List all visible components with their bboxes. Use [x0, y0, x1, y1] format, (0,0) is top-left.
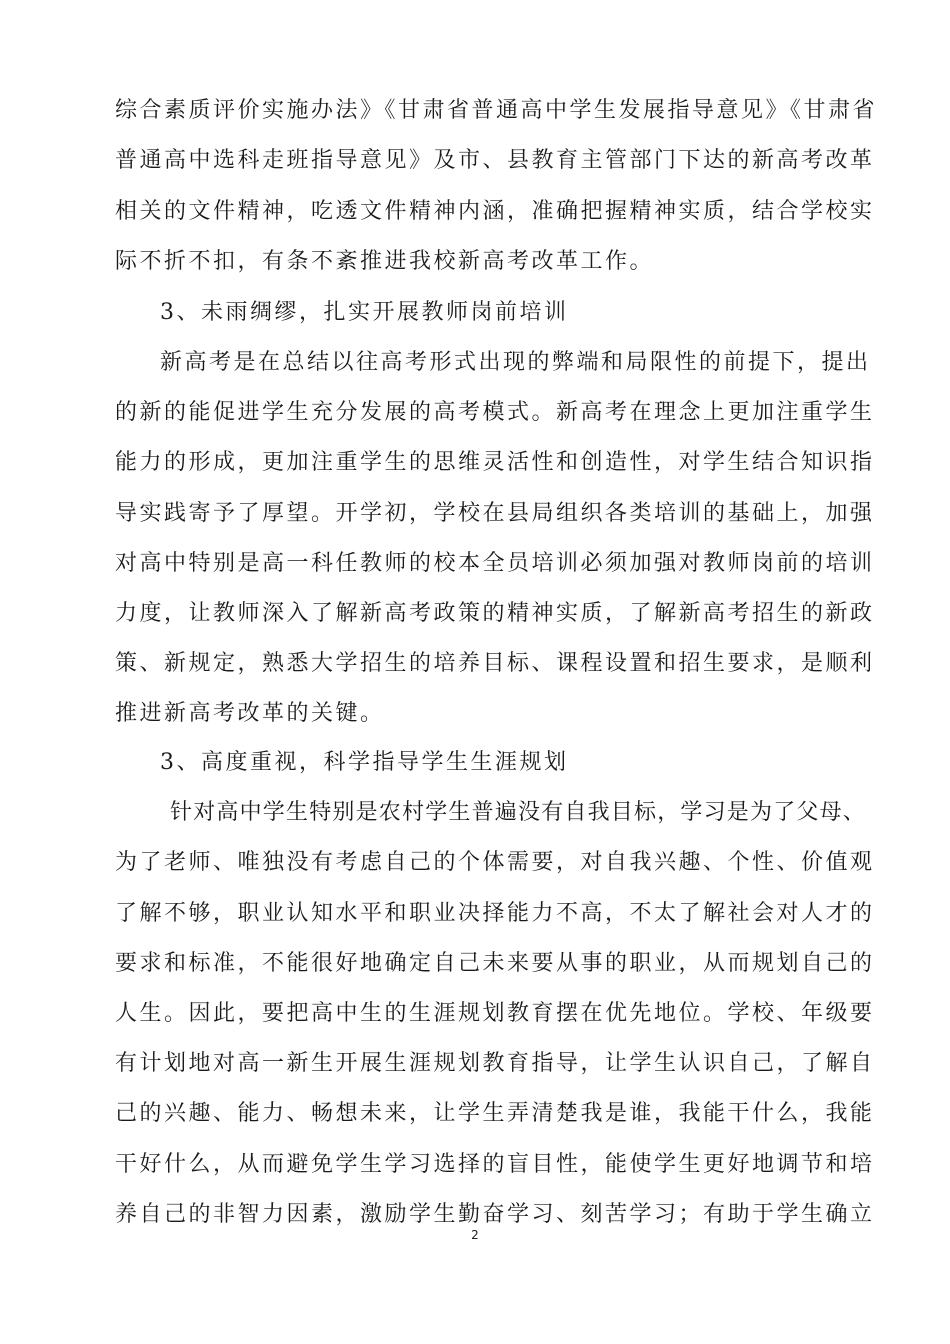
paragraph-3-line-2: 为了老师、唯独没有考虑自己的个体需要，对自我兴趣、个性、价值观 [115, 850, 875, 875]
paragraph-3-line-1: 针对高中学生特别是农村学生普遍没有自我目标，学习是为了父母、 [170, 800, 867, 825]
paragraph-3-line-7: 己的兴趣、能力、畅想未来，让学生弄清楚我是谁，我能干什么，我能 [115, 1101, 875, 1126]
paragraph-2-line-5: 对高中特别是高一科任教师的校本全员培训必须加强对教师岗前的培训 [115, 551, 875, 576]
page-number: 2 [471, 1228, 479, 1242]
paragraph-2-line-3: 能力的形成，更加注重学生的思维灵活性和创造性，对学生结合知识指 [115, 450, 875, 475]
paragraph-2-line-2: 的新的能促进学生充分发展的高考模式。新高考在理念上更加注重学生 [115, 400, 875, 425]
paragraph-3-line-5: 人生。因此，要把高中生的生涯规划教育摆在优先地位。学校、年级要 [115, 1001, 875, 1026]
paragraph-1-line-3: 相关的文件精神，吃透文件精神内涵，准确把握精神实质，结合学校实 [115, 199, 875, 224]
paragraph-2-line-8: 推进新高考改革的关键。 [115, 701, 385, 726]
paragraph-1-line-1: 综合素质评价实施办法》《甘肃省普通高中学生发展指导意见》《甘肃省 [115, 98, 878, 123]
paragraph-3-line-4: 要求和标准，不能很好地确定自己未来要从事的职业，从而规划自己的 [115, 951, 875, 976]
paragraph-2-line-6: 力度，让教师深入了解新高考政策的精神实质，了解新高考招生的新政 [115, 601, 875, 626]
paragraph-3-line-3: 了解不够，职业认知水平和职业决择能力不高，不太了解社会对人才的 [115, 901, 875, 926]
paragraph-1-line-2: 普通高中选科走班指导意见》及市、县教育主管部门下达的新高考改革 [115, 148, 875, 173]
paragraph-2-line-7: 策、新规定，熟悉大学招生的培养目标、课程设置和招生要求，是顺利 [115, 651, 875, 676]
paragraph-2-line-1: 新高考是在总结以往高考形式出现的弊端和局限性的前提下，提出 [160, 350, 871, 375]
section-heading-teacher-training: 3、未雨绸缪，扎实开展教师岗前培训 [160, 300, 569, 325]
paragraph-3-line-8: 干好什么，从而避免学生学习选择的盲目性，能使学生更好地调节和培 [115, 1152, 875, 1177]
paragraph-2-line-4: 导实践寄予了厚望。开学初，学校在县局组织各类培训的基础上，加强 [115, 501, 875, 526]
section-heading-career-planning: 3、高度重视，科学指导学生生涯规划 [160, 750, 569, 775]
paragraph-3-line-9: 养自己的非智力因素，激励学生勤奋学习、刻苦学习；有助于学生确立 [115, 1202, 875, 1227]
paragraph-1-line-4: 际不折不扣，有条不紊推进我校新高考改革工作。 [115, 249, 655, 274]
paragraph-3-line-6: 有计划地对高一新生开展生涯规划教育指导，让学生认识自己，了解自 [115, 1051, 875, 1076]
